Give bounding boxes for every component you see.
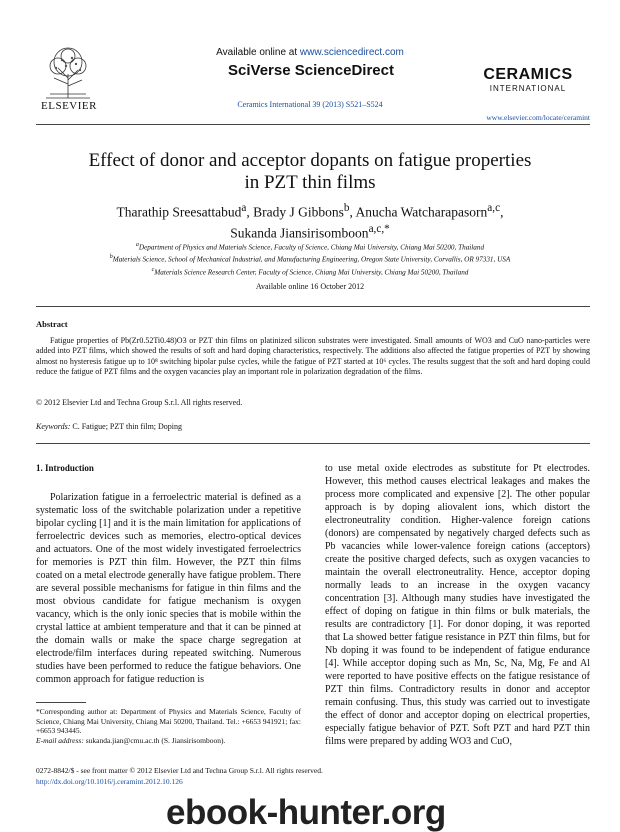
doi-link[interactable]: http://dx.doi.org/10.1016/j.ceramint.2012.10.126	[36, 777, 183, 786]
sciencedirect-link[interactable]: www.sciencedirect.com	[299, 47, 404, 58]
author-list	[50, 200, 570, 241]
abstract-top-rule	[36, 306, 590, 307]
email-address[interactable]: sukanda.jian@cmu.ac.th (S. Jiansirisomboon).	[83, 735, 226, 745]
email-label: E-mail address:	[36, 735, 84, 745]
abstract-heading: Abstract	[36, 319, 68, 329]
abstract-bottom-rule	[36, 443, 590, 444]
affiliation-b	[40, 252, 580, 264]
available-prefix: Available online at	[216, 47, 300, 58]
right-column	[325, 462, 590, 748]
author-jiansirisomboon[interactable]: Sukanda Jiansirisomboon	[230, 225, 369, 240]
affil-text: Materials Science, School of Mechanical Industrial, and Manufacturing Engineering, Oregon State University, Corvallis, OR 97331, USA	[112, 255, 511, 264]
affil-text: Department of Physics and Materials Science, Faculty of Science, Chiang Mai University, Chiang Mai 50200, Thailand	[138, 243, 485, 252]
journal-logo-subtitle: INTERNATIONAL	[489, 84, 567, 93]
elsevier-tree-logo	[40, 44, 96, 100]
corresponding-author-footnote	[36, 707, 301, 745]
issn-line: 0272-8842/$ - see front matter © 2012 Elsevier Ltd and Techna Group S.r.l. All rights reserved.	[36, 766, 323, 775]
intro-paragraph-left: Polarization fatigue in a ferroelectric material is defined as a systematic loss of the switchable polarization under a repetitive bipolar cycling [1] and it is the main limitation for applications of ferroelectric devices such as memories, electro-optical devices and actuators. One of the most widely investigated ferroelectrics for memories is PZT thin film. However, the PZT thin films coated on a metal electrode generally have fatigue problem. There are several possible mechanisms for fatigue in thin films and the most obvious candidate for fatigue mechanism is oxygen vacancy, which is the only ionic species that is mobile within the crystal lattice at ambient temperature and that it can be pinned at the domain walls or make the space charge segregation at electrode/film interfaces during repeated switching. Numerous studies have been performed to reduce the fatigue behaviors. One common approach for fatigue reduction is	[36, 492, 301, 685]
copyright-notice: © 2012 Elsevier Ltd and Techna Group S.r.l. All rights reserved.	[36, 398, 243, 407]
title-line-1: Effect of donor and acceptor dopants on fatigue properties	[88, 150, 532, 171]
intro-paragraph-right: to use metal oxide electrodes as substitute for Pt electrodes. However, this method causes electrical leakages and makes the process more complicated and expensive [2]. The other popular approach is by doping aliovalent ions, which distort the electroneutrality condition. Higher-valence foreign cations (donors) are compensated by negatively charged defects such as Pb vacancies while lower-valence foreign cations (acceptors) create the positive charged defects, such as oxygen vacancies to maintain the overall electroneutrality. Hence, acceptor doping normally leads to an increase in the oxygen vacancy concentration [3]. Although many studies have investigated the effect of doping on fatigue in thin films or bulk materials, the results are contradictory [1]. For donor doping, it was reported that La showed better fatigue resistance in PZT thin films, but for Nb doping it was found to be independent of fatigue endurance [4]. While acceptor doping such as Mn, Sc, Na, Mg, Fe and Al were reported to have positive effects on the fatigue resistance of PZT thin films. Contradictory results in donor and acceptor remain confusing. Thus, this study was carried out to investigate the effect of donor and acceptor doping on electrical properties, especially fatigue behavior of PZT. Soft PZT and hard PZT thin films were prepared by adding WO3 and CuO,	[325, 463, 590, 747]
article-title	[50, 150, 570, 194]
authors-line-2	[50, 221, 570, 242]
affiliations	[40, 240, 580, 277]
footnote-rule	[36, 702, 86, 703]
affiliation-c	[40, 265, 580, 277]
affil-text: Materials Science Research Center, Faculty of Science, Chiang Mai University, Chiang Mai 50200, Thailand	[154, 268, 469, 277]
publisher-name: ELSEVIER	[41, 100, 97, 112]
available-online-date: Available online 16 October 2012	[255, 282, 365, 291]
author-watcharapasorn[interactable]: , Anucha Watcharapasorn	[349, 204, 488, 220]
affil-marker: b	[343, 202, 350, 214]
available-online-line	[200, 47, 420, 58]
title-line-2: in PZT thin films	[244, 172, 376, 193]
affil-marker: a,c,*	[368, 222, 390, 235]
authors-line-1	[50, 200, 570, 221]
keywords-line	[36, 422, 182, 431]
author-gibbons[interactable]: , Brady J Gibbons	[246, 204, 344, 220]
journal-url-link[interactable]: www.elsevier.com/locate/ceramint	[486, 113, 590, 122]
abstract-text: Fatigue properties of Pb(Zr0.52Ti0.48)O3 or PZT thin films on platinized silicon substrates were investigated. Small amounts of WO3 and CuO nano-particles were added into PZT films, which showed the results of soft and hard doping characteristics, respectively. The additions also affected the fatigue properties of PZT by showing almost no hysteresis fatigue up to 10⁸ switching bipolar pulse cycles, while the fatigue of PZT started at 10⁶ cycles. The results suggest that the soft and hard doping could reduce the fatigue of PZT films and the oxygen vacancies play an important role in polarization degradation of the films.	[36, 336, 590, 376]
journal-logo-title: CERAMICS	[483, 66, 573, 83]
keywords-label: Keywords:	[36, 422, 71, 431]
affiliation-a	[40, 240, 580, 252]
watermark-text: ebook-hunter.org	[166, 793, 446, 832]
header-rule	[36, 124, 590, 125]
keywords-values: C. Fatigue; PZT thin film; Doping	[70, 422, 183, 431]
affil-sup: b	[109, 254, 113, 261]
affil-marker: a	[241, 202, 247, 214]
platform-name: SciVerse ScienceDirect	[228, 62, 394, 79]
journal-reference-link[interactable]: Ceramics International 39 (2013) S521–S524	[237, 100, 383, 109]
author-sreesattabud[interactable]: Tharathip Sreesattabud	[116, 204, 242, 220]
footnote-email-line	[36, 736, 301, 746]
affil-sup: c	[151, 266, 155, 273]
section-heading-introduction: 1. Introduction	[36, 463, 94, 473]
affil-marker: a,c	[487, 202, 501, 214]
left-column	[36, 491, 301, 686]
footnote-text: *Corresponding author at: Department of Physics and Materials Science, Faculty of Science, Chiang Mai University, Chiang Mai 50200, Thailand. Tel.: +6653 941921; fax: +6653 943445.	[36, 707, 301, 735]
affil-sup: a	[135, 242, 139, 248]
author-separator: ,	[500, 204, 504, 220]
